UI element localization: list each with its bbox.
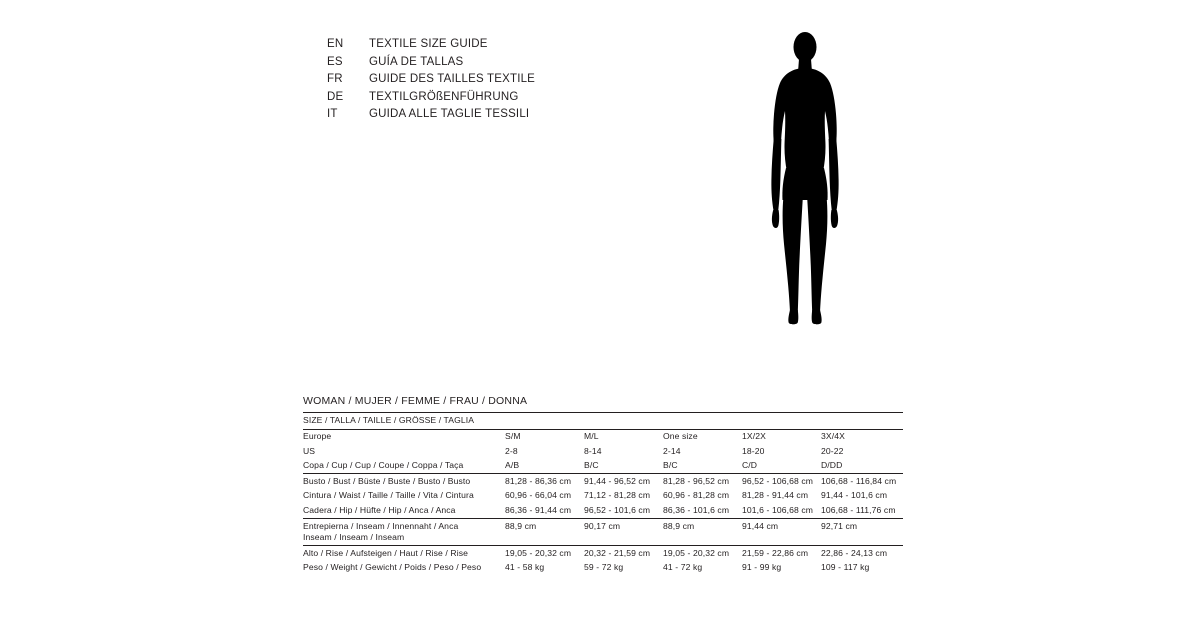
row-value: 86,36 - 101,6 cm [663, 504, 742, 519]
header-cell [821, 413, 903, 430]
row-label: Cadera / Hip / Hüfte / Hip / Anca / Anca [303, 504, 505, 519]
row-value: 86,36 - 91,44 cm [505, 504, 584, 519]
row-label-line2: Inseam / Inseam / Inseam [303, 532, 405, 543]
row-label: Cintura / Waist / Taille / Taille / Vita / Cintura [303, 490, 474, 501]
legend-language-code: EN [327, 38, 344, 50]
row-label: Peso / Weight / Gewicht / Poids / Peso / Peso [303, 562, 482, 573]
legend-language-text: GUIDA ALLE TAGLIE TESSILI [369, 108, 530, 120]
row-value: 18-20 [742, 445, 765, 456]
row-value: 101,6 - 106,68 cm [742, 504, 821, 519]
row-value: B/C [584, 459, 663, 474]
legend-row [327, 108, 627, 126]
size-table-block [303, 395, 903, 576]
legend-row [327, 38, 627, 56]
legend-language-code: FR [327, 73, 343, 85]
table-row [303, 561, 903, 576]
row-value: B/C [663, 459, 742, 474]
row-label: US [303, 445, 316, 456]
row-value: 41 - 58 kg [505, 562, 545, 573]
header-cell [505, 413, 584, 430]
row-label: Busto / Bust / Büste / Buste / Busto / Busto [303, 475, 471, 486]
row-value: 91 - 99 kg [742, 562, 782, 573]
header-cell [742, 413, 821, 430]
row-value: 81,28 - 96,52 cm [663, 475, 730, 486]
legend-language-code: IT [327, 108, 338, 120]
row-value: 1X/2X [742, 431, 766, 442]
row-value: One size [663, 431, 698, 442]
row-value: 59 - 72 kg [584, 562, 624, 573]
row-label: Copa / Cup / Cup / Coupe / Coppa / Taça [303, 459, 505, 474]
row-value: 19,05 - 20,32 cm [505, 546, 584, 561]
row-value: 96,52 - 101,6 cm [584, 504, 663, 519]
row-value: 60,96 - 66,04 cm [505, 490, 572, 501]
legend-language-text: GUÍA DE TALLAS [369, 55, 464, 68]
legend-language-code: ES [327, 55, 343, 68]
table-row [303, 429, 903, 444]
row-label [303, 519, 505, 546]
legend-language-text: GUIDE DES TAILLES TEXTILE [369, 73, 536, 85]
row-value: S/M [505, 431, 521, 442]
table-row [303, 504, 903, 519]
row-value: 3X/4X [821, 431, 845, 442]
row-value: 92,71 cm [821, 520, 858, 531]
legend-language-text: TEXTILE SIZE GUIDE [369, 38, 488, 50]
row-value: 71,12 - 81,28 cm [584, 490, 651, 501]
row-value: 106,68 - 116,84 cm [821, 475, 897, 486]
row-value: 20-22 [821, 445, 844, 456]
row-value: 91,44 - 96,52 cm [584, 475, 651, 486]
table-row [303, 444, 903, 459]
row-value: 88,9 cm [663, 520, 695, 531]
row-value: 81,28 - 86,36 cm [505, 475, 572, 486]
row-value: 19,05 - 20,32 cm [663, 546, 742, 561]
row-value: 22,86 - 24,13 cm [821, 546, 903, 561]
row-value: 88,9 cm [505, 520, 537, 531]
size-table [303, 412, 903, 576]
language-legend [327, 38, 627, 126]
table-title: WOMAN / MUJER / FEMME / FRAU / DONNA [303, 395, 528, 407]
table-row [303, 546, 903, 561]
table-row [303, 474, 903, 489]
row-value: 8-14 [584, 445, 602, 456]
row-value: 106,68 - 111,76 cm [821, 504, 903, 519]
legend-language-code: DE [327, 90, 344, 103]
row-value: 20,32 - 21,59 cm [584, 546, 663, 561]
table-row [303, 459, 903, 474]
female-body-silhouette-icon [735, 30, 875, 330]
row-value: 21,59 - 22,86 cm [742, 546, 821, 561]
row-value: 90,17 cm [584, 520, 621, 531]
row-label-line1: Entrepierna / Inseam / Innennaht / Anca [303, 520, 459, 531]
header-cell [663, 413, 742, 430]
row-value: 81,28 - 91,44 cm [742, 490, 809, 501]
legend-row [327, 56, 627, 74]
row-value: C/D [742, 459, 821, 474]
header-cell [584, 413, 663, 430]
row-value: D/DD [821, 459, 903, 474]
row-value: A/B [505, 459, 584, 474]
row-value: 41 - 72 kg [663, 562, 703, 573]
row-value: 91,44 - 101,6 cm [821, 490, 888, 501]
row-value: 91,44 cm [742, 520, 779, 531]
row-value: 2-14 [663, 445, 681, 456]
legend-row [327, 91, 627, 109]
row-value: 60,96 - 81,28 cm [663, 490, 730, 501]
row-label: Alto / Rise / Aufsteigen / Haut / Rise / Rise [303, 546, 505, 561]
header-label-cell: SIZE / TALLA / TAILLE / GRÖSSE / TAGLIA [303, 413, 505, 430]
legend-row [327, 73, 627, 91]
row-value: M/L [584, 431, 599, 442]
row-value: 2-8 [505, 445, 518, 456]
row-value: 96,52 - 106,68 cm [742, 475, 813, 486]
table-header-row [303, 413, 903, 430]
row-label: Europe [303, 431, 332, 442]
row-value: 109 - 117 kg [821, 562, 870, 573]
table-row [303, 489, 903, 504]
legend-language-text: TEXTILGRÖßENFÜHRUNG [369, 90, 519, 103]
table-row [303, 519, 903, 546]
